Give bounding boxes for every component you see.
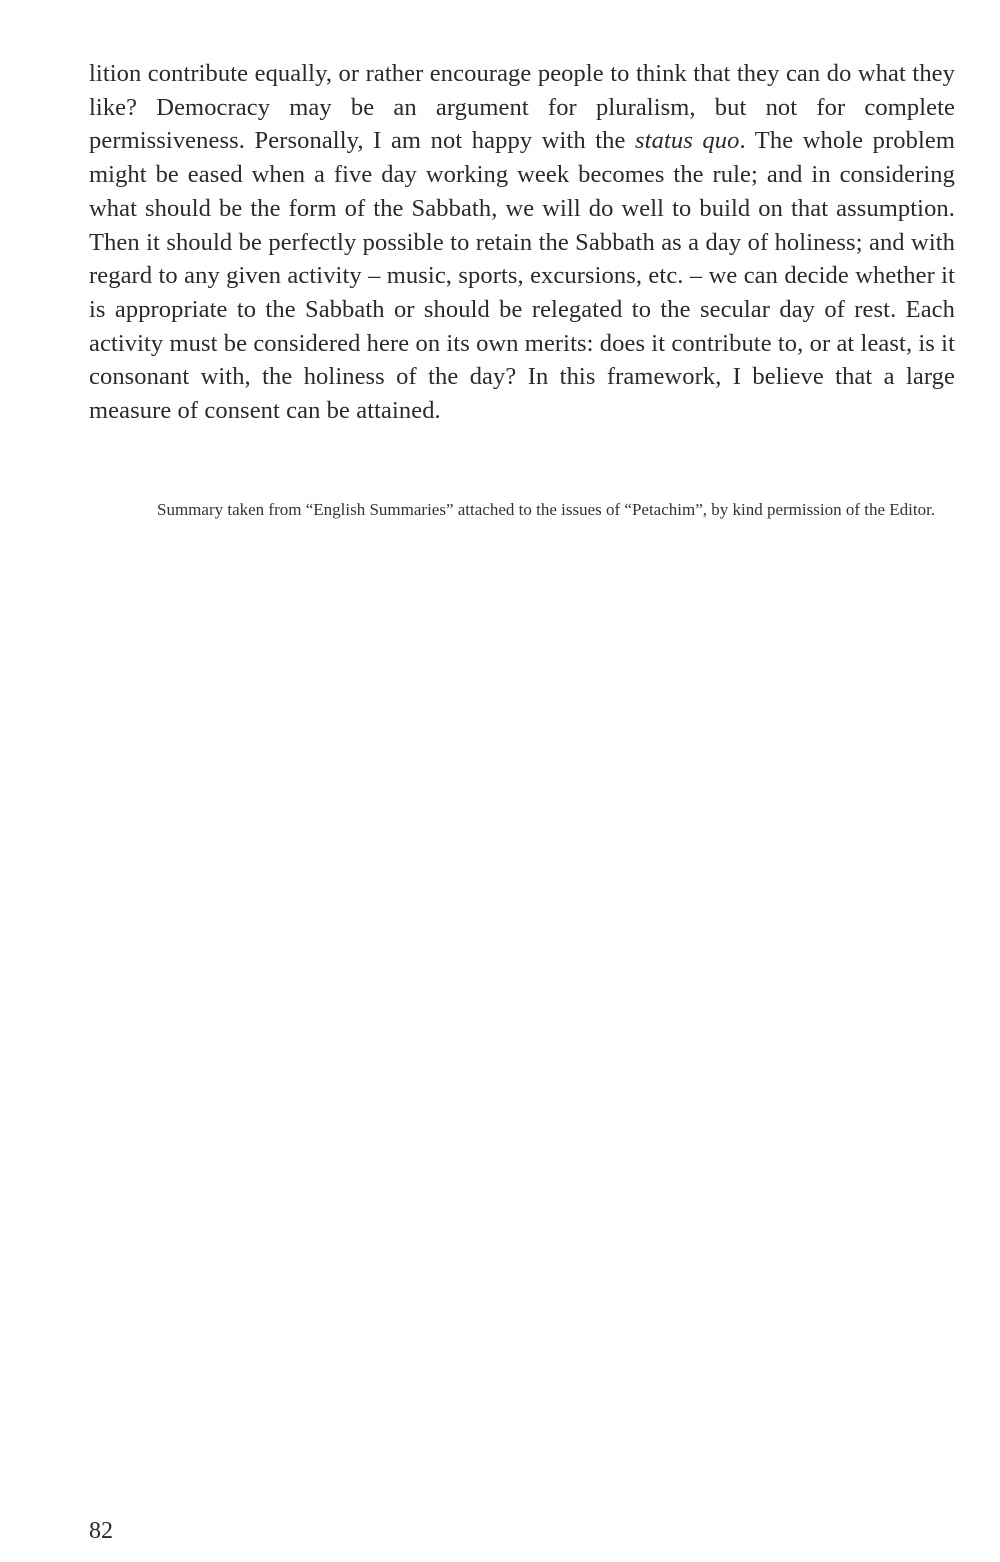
body-text-part-2: . The whole problem might be eased when a five day working week becomes the rule; and in considering what should be the form of the Sabbath, we will do well to build on that assumption. Then it should be perfectly possible to retain the Sabbath as a day of holiness; and with regard to any given activity – music, sports, excursions, etc. – we can decide whether it is appropriate to the Sabbath or should be relegated to the secular day of rest. Each activity must be considered here on its own merits: does it contribute to, or at least, is it consonant with, the holiness of the day? In this framework, I believe that a large measure of consent can be attained. [89,127,955,425]
body-text-part-1: lition contribute equally, or rather encourage people to think that they can do what they like? Democracy may be an argument for pluralism, but not for complete permissiveness. Personally, I am not happy with the [89,60,955,155]
source-footnote: Summary taken from “English Summaries” attached to the issues of “Petachim”, by kind permission of the Editor. [157,500,936,519]
page-number: 82 [89,1518,113,1544]
body-text-italic: status quo [635,127,740,155]
body-paragraph [89,57,955,428]
